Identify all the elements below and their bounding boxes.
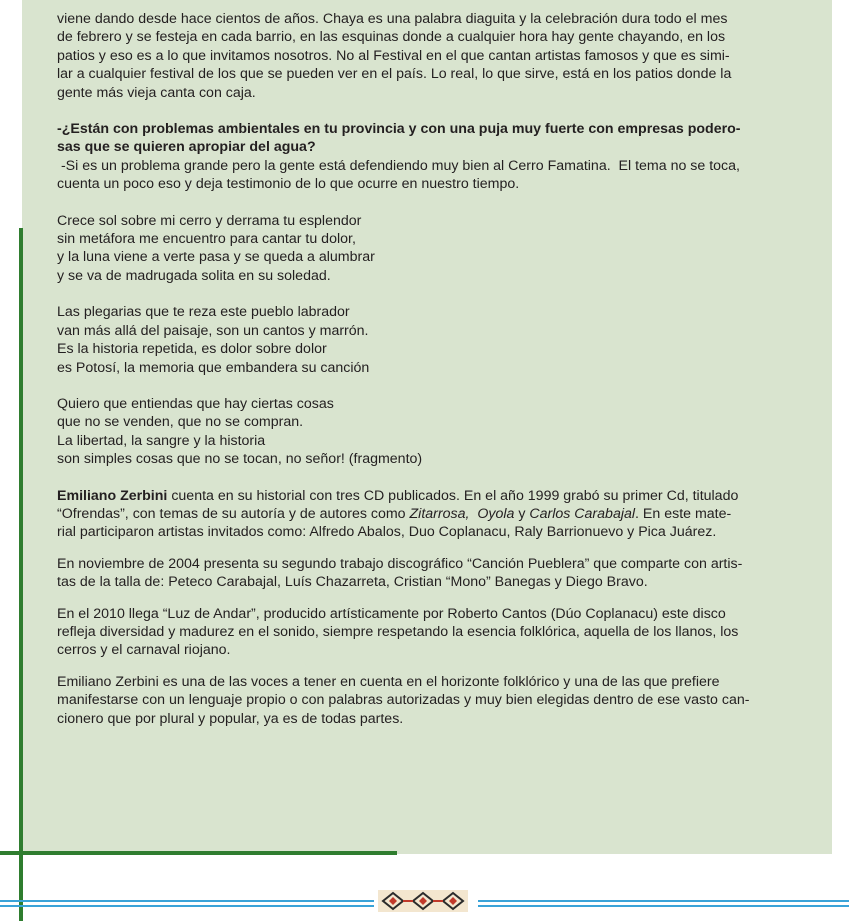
andean-diamond-pattern-icon <box>378 890 468 912</box>
paragraph-2004: En noviembre de 2004 presenta su segundo trabajo discográfico “Canción Pueblera” que comparte con artis- tas de la talla de: Peteco Carabajal, Luís Chazarreta, Cristian “Mono” Banegas y Diego Bravo. <box>57 555 743 591</box>
lyrics-stanza-3: Quiero que entiendas que hay ciertas cosas que no se venden, que no se compran. La libertad, la sangre y la historia son simples cosas que no se tocan, no señor! (fragmento) <box>57 395 423 468</box>
green-vertical-rule <box>19 228 23 921</box>
footer-stripe-right-top <box>478 900 849 902</box>
article-body <box>57 10 799 728</box>
footer-stripe-left-bottom <box>0 905 374 907</box>
lyrics-stanza-1: Crece sol sobre mi cerro y derrama tu esplendor sin metáfora me encuentro para cantar tu dolor, y la luna viene a verte pasa y se queda a alumbrar y se va de madrugada solita en su soledad. <box>57 212 375 284</box>
artist-name: Emiliano Zerbini <box>57 487 168 504</box>
interview-answer: -Si es un problema grande pero la gente está defendiendo muy bien al Cerro Famatina. El tema no se toca, cuenta un poco eso y deja testimonio de lo que ocurre en nuestro tiempo. <box>57 157 740 193</box>
footer-stripe-left-top <box>0 900 374 902</box>
bio-paragraph: Emiliano Zerbini cuenta en su historial con tres CD publicados. En el año 1999 grabó su primer Cd, titulado “Ofrendas”, con temas de su autoría y de autores como Zitarrosa, Oyola y Carlos Carabajal. En este mate- rial participaron artistas invitados como: Alfredo Abalos, Duo Coplanacu, Raly Barrionuevo y Pica Juárez. <box>57 487 739 541</box>
lyrics-stanza-2: Las plegarias que te reza este pueblo labrador van más allá del paisaje, son un cantos y marrón. Es la historia repetida, es dolor sobre dolor es Potosí, la memoria que embandera su canción <box>57 304 370 376</box>
interview-question: -¿Están con problemas ambientales en tu provincia y con una puja muy fuerte con empresas podero- sas que se quieren apropiar del agua? <box>57 121 741 156</box>
footer-stripe-right-bottom <box>478 905 849 907</box>
closing-paragraph: Emiliano Zerbini es una de las voces a tener en cuenta en el horizonte folklórico y una de las que prefiere manifestarse con un lenguaje propio o con palabras autorizadas y muy bien elegidas dentro de ese vasto can- cionero que por plural y popular, ya es de todas partes. <box>57 673 750 727</box>
green-horizontal-rule <box>0 851 397 855</box>
intro-paragraph: viene dando desde hace cientos de años. Chaya es una palabra diaguita y la celebración dura todo el mes de febrero y se festeja en cada barrio, en las esquinas donde a cualquier hora hay gente chayando, en los patios y eso es a lo que invitamos nosotros. No al Festival en el que cantan artistas famosos y que es simi- lar a cualquier festival de los que se pueden ver en el país. Lo real, lo que sirve, está en los patios donde la gente más vieja canta con caja. <box>57 11 732 101</box>
song-lyrics <box>57 212 799 469</box>
paragraph-2010: En el 2010 llega “Luz de Andar”, producido artísticamente por Roberto Cantos (Dúo Coplanacu) este disco refleja diversidad y madurez en el sonido, siempre respetando la esencia folklórica, aquella de los llanos, los cerros y el carnaval riojano. <box>57 605 739 659</box>
